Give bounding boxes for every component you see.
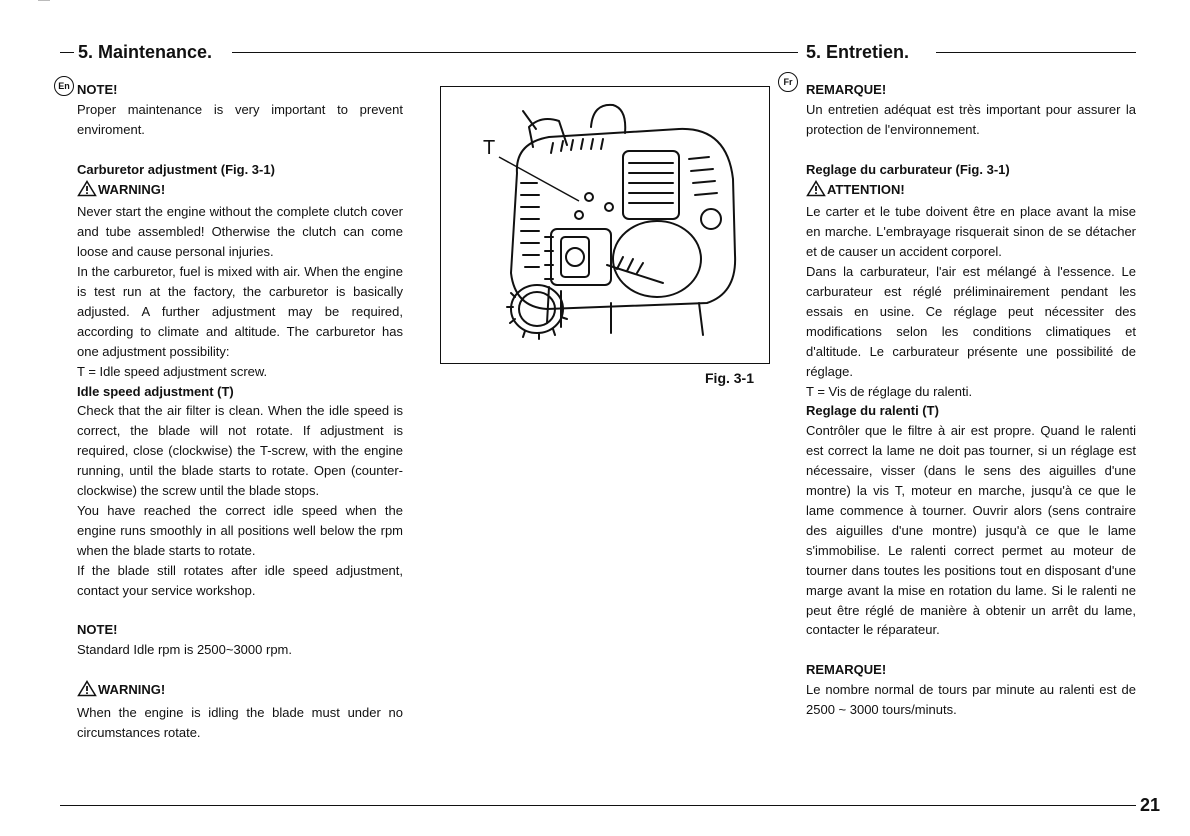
remarque-text: Un entretien adéquat est très important pour assurer la protection de l'environnement. [806, 101, 1136, 137]
t-definition-fr: T = Vis de réglage du ralenti. [806, 383, 973, 399]
french-column [806, 80, 1136, 720]
figure-label-t: T [483, 137, 496, 159]
warning-triangle-icon [806, 180, 826, 203]
t-definition: T = Idle speed adjustment screw. [77, 363, 268, 379]
warning-triangle-icon [77, 680, 97, 703]
scan-mark [38, 0, 50, 1]
idle-speed-text-1: Check that the air filter is clean. When the idle speed is correct, the blade will not rotate. If adjustment is required, close (clockwise) the T-screw, with the engine running, until the blade starts to rotate. Open (counter-clockwise) the screw until the blade stops. [77, 403, 403, 499]
engine-carburetor-illustration [441, 87, 769, 363]
remarque-heading: REMARQUE! [806, 82, 887, 97]
footer-rule [60, 805, 1136, 806]
english-language-badge: En [54, 76, 74, 96]
section-title-french: 5. Entretien. [806, 42, 910, 62]
french-language-badge: Fr [778, 72, 798, 92]
warning-line [77, 180, 403, 203]
idle-speed-heading: Idle speed adjustment (T) [77, 383, 234, 399]
reglage-ralenti-text: Contrôler que le filtre à air est propre. Quand le ralenti est correct la lame ne doit pas tourner, si un réglage est nécessaire, visser (dans le sens des aiguilles d'une montre) la vis T, moteur en marche, jusqu'à ce que le lame commence à tourner. Ouvrir alors (sens contraire des aiguilles d'une montre) jusqu'à ce que le lame s'immobilise. Le ralenti correct permet au moteur de tourner dans toutes les positions tout en disposant d'une marge avant la mise en rotation du lame. Si le ralenti ne peut être réglé de manière à obtenir un arrêt du lame, contacter le réparateur. [806, 423, 1136, 638]
note-text: Proper maintenance is very important to prevent enviroment. [77, 101, 403, 137]
warning-triangle-icon [77, 180, 97, 203]
attention-line [806, 180, 1136, 203]
header-rule-left-lead [60, 52, 74, 53]
idle-speed-text-2: You have reached the correct idle speed when the engine runs smoothly in all positions well below the rpm when the blade starts to rotate. [77, 503, 403, 558]
carburetor-text: In the carburetor, fuel is mixed with air. When the engine is test run at the factory, the carburetor is basically adjusted. A further adjustment may be required, according to climate and altitude. The carburetor has one adjustment possibility: [77, 264, 403, 359]
idle-speed-text-3: If the blade still rotates after idle speed adjustment, contact your service workshop. [77, 562, 403, 598]
section-title-english: 5. Maintenance. [78, 42, 213, 62]
note2-text: Standard Idle rpm is 2500~3000 rpm. [77, 642, 292, 658]
header-rule-middle [232, 52, 798, 53]
warning2-line [77, 680, 403, 703]
carburetor-heading: Carburetor adjustment (Fig. 3-1) [77, 161, 275, 177]
reglage-carburateur-heading: Reglage du carburateur (Fig. 3-1) [806, 161, 1010, 177]
remarque2-text: Le nombre normal de tours par minute au ralenti est de 2500 ~ 3000 tours/minuts. [806, 682, 1136, 718]
reglage-ralenti-heading: Reglage du ralenti (T) [806, 403, 939, 419]
carburateur-text: Dans la carburateur, l'air est mélangé à l'essence. Le carburateur est réglé préliminairement pendant les essais en usine. Ce réglage peut nécessiter des modifications selon les conditions climatiques et d'altitude. Le carburateur présente une possibilité de réglage. [806, 264, 1136, 379]
warning-text: Never start the engine without the complete clutch cover and tube assembled! Otherwise the clutch can come loose and cause personal injuries. [77, 204, 403, 260]
remarque2-heading: REMARQUE! [806, 662, 887, 678]
note2-heading: NOTE! [77, 622, 118, 638]
english-column [77, 80, 403, 743]
page-number: 21 [1140, 795, 1161, 815]
warning2-label: WARNING! [98, 682, 166, 698]
note-heading: NOTE! [77, 82, 118, 97]
attention-text: Le carter et le tube doivent être en place avant la mise en marche. L'embrayage risquerait sinon de se détacher et de causer un accident corporel. [806, 204, 1136, 260]
warning-label: WARNING! [98, 181, 166, 197]
attention-label: ATTENTION! [827, 181, 905, 197]
warning2-text: When the engine is idling the blade must under no circumstances rotate. [77, 705, 403, 740]
header-rule-right [936, 52, 1136, 53]
figure-3-1-frame [440, 86, 770, 364]
figure-caption: Fig. 3-1 [705, 370, 755, 386]
